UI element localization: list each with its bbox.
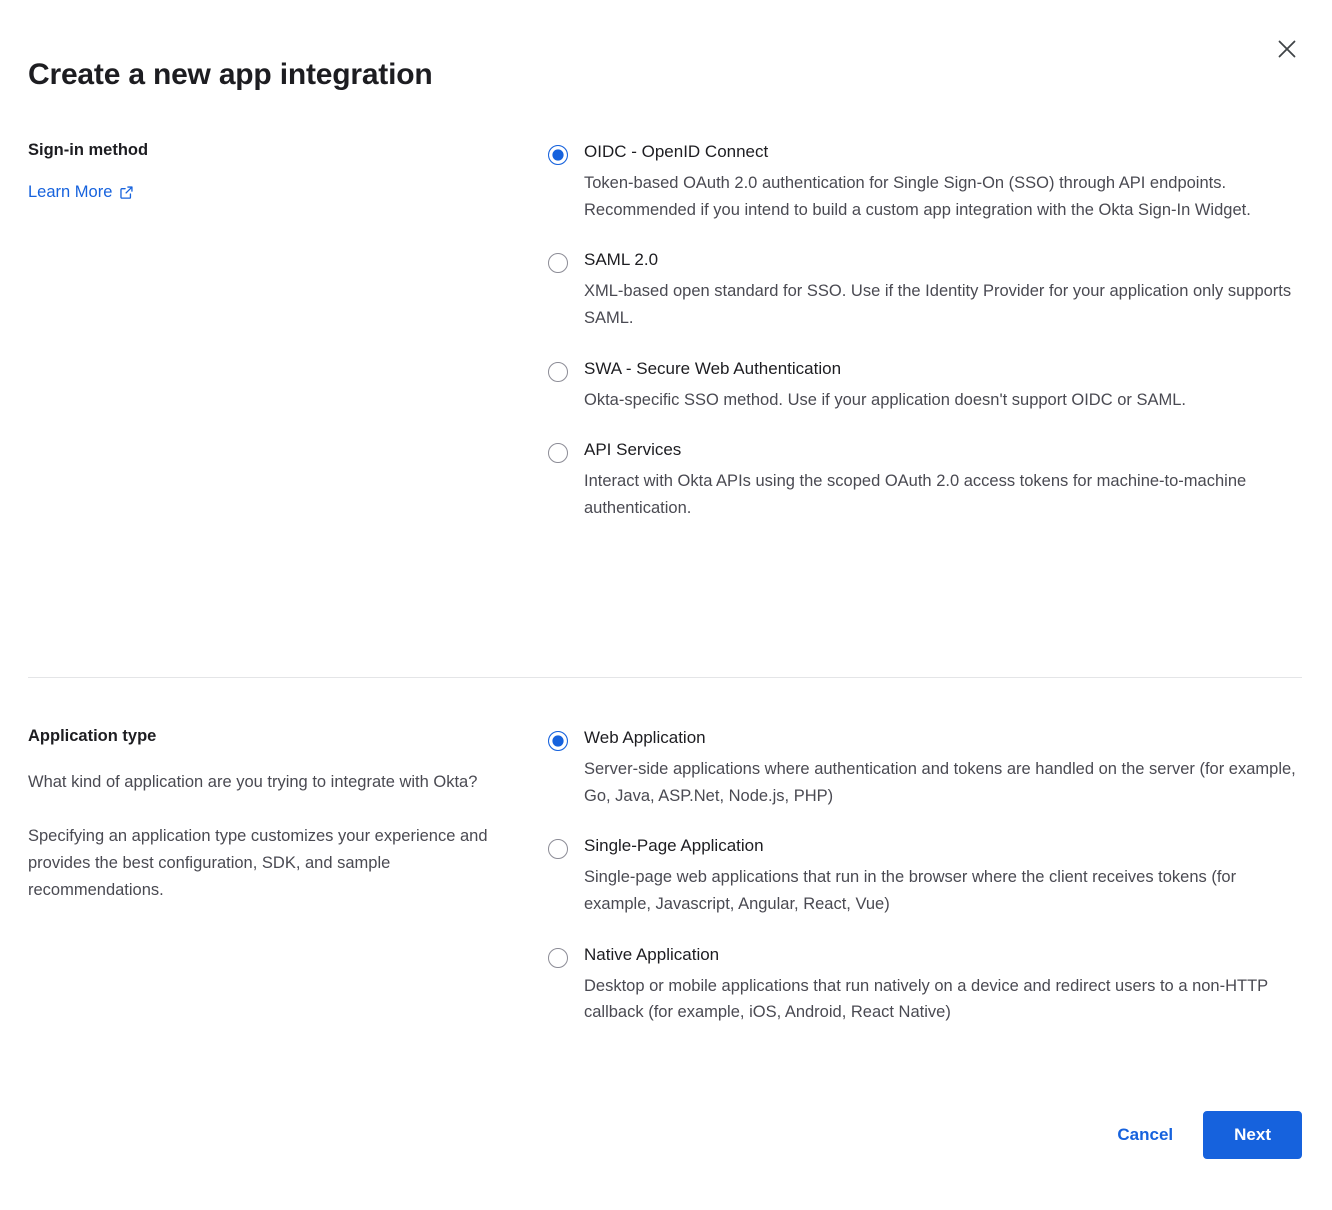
- radio-indicator[interactable]: [548, 145, 568, 165]
- radio-description: Desktop or mobile applications that run natively on a device and redirect users to a non-HTTP callback (for example, iOS, Android, React Native): [584, 976, 1268, 1022]
- radio-option-api-services[interactable]: [548, 439, 1302, 521]
- radio-option-web-application[interactable]: [548, 727, 1302, 809]
- external-link-icon: [119, 185, 134, 200]
- radio-description: Server-side applications where authentication and tokens are handled on the server (for example, Go, Java, ASP.Net, Node.js, PHP): [584, 759, 1296, 805]
- radio-option-single-page-application[interactable]: [548, 835, 1302, 917]
- radio-indicator[interactable]: [548, 443, 568, 463]
- radio-option-saml[interactable]: [548, 249, 1302, 331]
- application-type-description-2: Specifying an application type customizes your experience and provides the best configuration, SDK, and sample recommendations.: [28, 826, 488, 900]
- radio-label: OIDC - OpenID Connect: [584, 142, 769, 161]
- radio-label: SWA - Secure Web Authentication: [584, 358, 842, 378]
- page-title: Create a new app integration: [28, 58, 433, 91]
- radio-option-native-application[interactable]: [548, 944, 1302, 1026]
- application-type-left-column: [28, 726, 548, 904]
- cancel-button[interactable]: Cancel: [1111, 1115, 1179, 1155]
- radio-option-oidc[interactable]: [548, 141, 1302, 223]
- radio-option-swa[interactable]: [548, 358, 1302, 414]
- learn-more-link[interactable]: [28, 183, 134, 202]
- radio-indicator[interactable]: [548, 948, 568, 968]
- radio-label: SAML 2.0: [584, 250, 659, 270]
- sign-in-method-heading: Sign-in method: [28, 141, 149, 159]
- radio-description: XML-based open standard for SSO. Use if the Identity Provider for your application only supports SAML.: [584, 282, 1292, 328]
- radio-indicator[interactable]: [548, 731, 568, 751]
- learn-more-label: Learn More: [28, 183, 113, 202]
- application-type-options: [548, 726, 1302, 1026]
- sign-in-method-left-column: [28, 140, 548, 202]
- close-icon[interactable]: [1272, 34, 1302, 64]
- radio-description: Interact with Okta APIs using the scoped OAuth 2.0 access tokens for machine-to-machine authentication.: [584, 472, 1247, 518]
- radio-indicator[interactable]: [548, 253, 568, 273]
- radio-label: Web Application: [584, 728, 706, 747]
- application-type-section: [28, 726, 1302, 1026]
- radio-description: Okta-specific SSO method. Use if your application doesn't support OIDC or SAML.: [584, 390, 1186, 409]
- radio-indicator[interactable]: [548, 362, 568, 382]
- sign-in-method-section: [28, 140, 1302, 522]
- radio-label: Native Application: [584, 944, 720, 964]
- sign-in-method-options: [548, 140, 1302, 522]
- radio-label: API Services: [584, 440, 682, 460]
- section-divider: [28, 677, 1302, 678]
- radio-description: Token-based OAuth 2.0 authentication for Single Sign-On (SSO) through API endpoints. Recommended if you intend to build a custom app integration with the Okta Sign-In Widget.: [584, 173, 1251, 219]
- radio-label: Single-Page Application: [584, 836, 764, 856]
- radio-indicator[interactable]: [548, 839, 568, 859]
- application-type-description-1: What kind of application are you trying to integrate with Okta?: [28, 773, 478, 792]
- dialog-footer: [1111, 1111, 1302, 1159]
- next-button[interactable]: Next: [1203, 1111, 1302, 1159]
- application-type-heading: Application type: [28, 727, 157, 745]
- radio-description: Single-page web applications that run in the browser where the client receives tokens (for example, Javascript, Angular, React, Vue): [584, 868, 1237, 914]
